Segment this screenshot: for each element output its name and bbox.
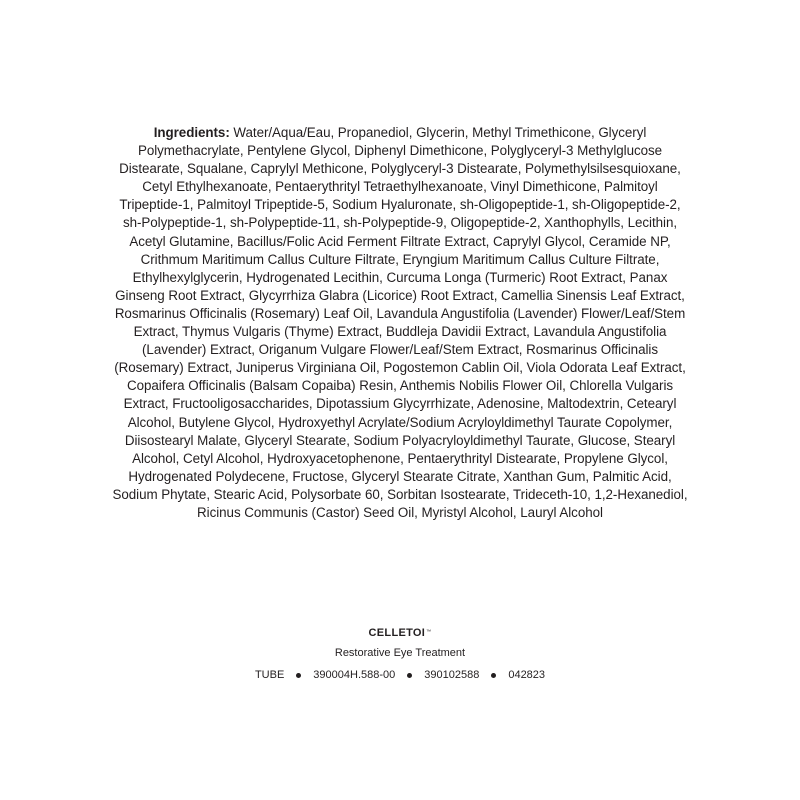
ingredients-text: Water/Aqua/Eau, Propanediol, Glycerin, Methyl Trimethicone, Glyceryl Polymethacrylate, Pentylene Glycol, Diphenyl Dimethicone, Polyglyceryl-3 Methylglucose Distearate, Squalane, Caprylyl Methicone, Polyglyceryl-3 Distearate, Polymethylsilsesquioxane, Cetyl Ethylhexanoate, Pentaerythrityl Tetraethylhexanoate, Vinyl Dimethicone, Palmitoyl Tripeptide-1, Palmitoyl Tripeptide-5, Sodium Hyaluronate, sh-Oligopeptide-1, sh-Oligopeptide-2, sh-Polypeptide-1, sh-Polypeptide-11, sh-Polypeptide-9, Oligopeptide-2, Xanthophylls, Lecithin, Acetyl Glutamine, Bacillus/Folic Acid Ferment Filtrate Extract, Caprylyl Glycol, Ceramide NP, Crithmum Maritimum Callus Culture Filtrate, Eryngium Maritimum Callus Culture Filtrate, Ethylhexylglycerin, Hydrogenated Lecithin, Curcuma Longa (Turmeric) Root Extract, Panax Ginseng Root Extract, Glycyrrhiza Glabra (Licorice) Root Extract, Camellia Sinensis Leaf Extract, Rosmarinus Officinalis (Rosemary) Leaf Oil, Lavandula Angustifolia (Lavender) Flower/Leaf/Stem Extract, Thymus Vulgaris (Thyme) Extract, Buddleja Davidii Extract, Lavandula Angustifolia (Lavender) Extract, Origanum Vulgare Flower/Leaf/Stem Extract, Rosmarinus Officinalis (Rosemary) Extract, Juniperus Virginiana Oil, Pogostemon Cablin Oil, Viola Odorata Leaf Extract, Copaifera Officinalis (Balsam Copaiba) Resin, Anthemis Nobilis Flower Oil, Chlorella Vulgaris Extract, Fructooligosaccharides, Dipotassium Glycyrrhizate, Adenosine, Maltodextrin, Cetearyl Alcohol, Butylene Glycol, Hydroxyethyl Acrylate/Sodium Acryloyldimethyl Taurate Copolymer, Diisostearyl Malate, Glyceryl Stearate, Sodium Polyacryloyldimethyl Taurate, Glucose, Stearyl Alcohol, Cetyl Alcohol, Hydroxyacetophenone, Pentaerythrityl Distearate, Propylene Glycol, Hydrogenated Polydecene, Fructose, Glyceryl Stearate Citrate, Xanthan Gum, Palmitic Acid, Sodium Phytate, Stearic Acid, Polysorbate 60, Sorbitan Isostearate, Trideceth-10, 1,2-Hexanediol, Ricinus Communis (Castor) Seed Oil, Myristyl Alcohol, Lauryl Alcohol	[112, 125, 688, 520]
bullet-separator	[407, 673, 412, 678]
product-name: Restorative Eye Treatment	[334, 647, 466, 659]
code-item-number: 390004H.588-00	[313, 669, 396, 681]
ingredients-list	[112, 124, 688, 522]
code-sku: 390102588	[424, 669, 480, 681]
bullet-separator	[296, 673, 301, 678]
trademark-symbol: ™	[426, 629, 432, 635]
code-date: 042823	[508, 669, 546, 681]
ingredients-heading: Ingredients:	[153, 125, 230, 140]
product-codes	[0, 668, 800, 682]
product-info	[0, 626, 800, 682]
code-container-type: TUBE	[254, 669, 285, 681]
bullet-separator	[491, 673, 496, 678]
brand-name	[0, 626, 800, 640]
brand-text: CELLETOI	[368, 627, 426, 639]
